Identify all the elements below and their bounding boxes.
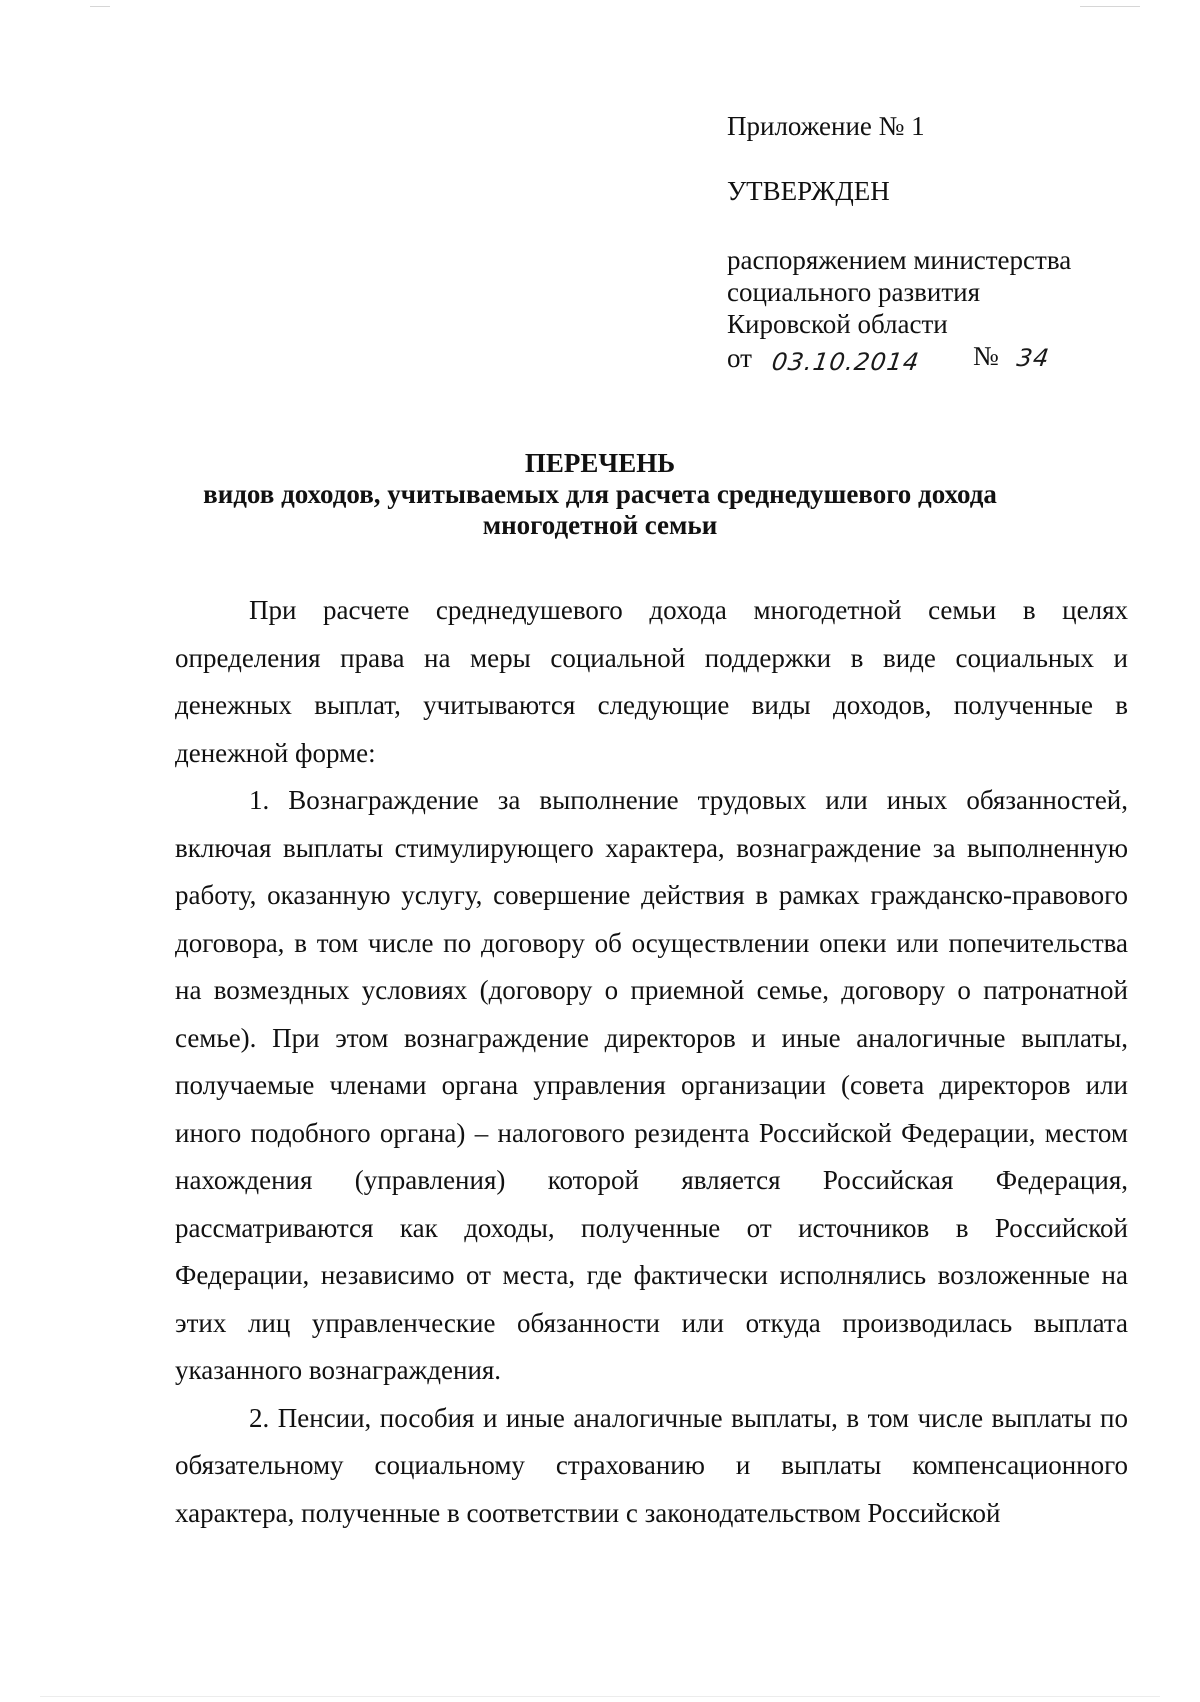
title-heading: ПЕРЕЧЕНЬ	[524, 448, 676, 478]
list-item-2: 2. Пенсии, пособия и иные аналогичные выплаты, в том числе выплаты по обязательному социальному страхованию и выплаты компенсационного характера, полученные в соответствии с законодательством Российской	[175, 1402, 1128, 1528]
document-body	[175, 587, 1128, 1537]
authority-line-3: Кировской области	[727, 309, 948, 339]
intro-paragraph: При расчете среднедушевого дохода многодетной семьи в целях определения права на меры социальной поддержки в виде социальных и денежных выплат, учитываются следующие виды доходов, полученные в денежной форме:	[175, 595, 1128, 768]
approval-block	[727, 110, 1167, 376]
date-number-row	[727, 340, 1167, 376]
title-subheading-line-2: многодетной семьи	[482, 510, 718, 540]
approved-stamp-text: УТВЕРЖДЕН	[727, 176, 890, 206]
authority-line-1: распоряжением министерства	[727, 245, 1072, 275]
appendix-label: Приложение № 1	[727, 111, 925, 141]
handwritten-date: 03.10.2014	[770, 348, 922, 376]
title-subheading-line-1: видов доходов, учитываемых для расчета среднедушевого дохода	[203, 479, 997, 509]
from-label: от	[727, 343, 752, 373]
scan-artifact	[90, 6, 110, 7]
handwritten-number: 34	[1015, 344, 1052, 372]
document-title	[150, 448, 1050, 541]
authority-line-2: социального развития	[727, 277, 981, 307]
scan-artifact	[40, 1696, 1160, 1697]
number-label: №	[973, 341, 999, 371]
scan-artifact	[1080, 6, 1140, 7]
list-item-1: 1. Вознаграждение за выполнение трудовых или иных обязанностей, включая выплаты стимулирующего характера, вознаграждение за выполненную работу, оказанную услугу, совершение действия в рамках гражданско-правового договора, в том числе по договору об осуществлении опеки или попечительства на возмездных условиях (договору о приемной семье, договору о патронатной семье). При этом вознаграждение директоров и иные аналогичные выплаты, получаемые членами органа управления организации (совета директоров или иного подобного органа) – налогового резидента Российской Федерации, местом нахождения (управления) которой является Российская Федерация, рассматриваются как доходы, полученные от источников в Российской Федерации, независимо от места, где фактически исполнялись возложенные на этих лиц управленческие обязанности или откуда производилась выплата указанного вознаграждения.	[175, 785, 1128, 1385]
